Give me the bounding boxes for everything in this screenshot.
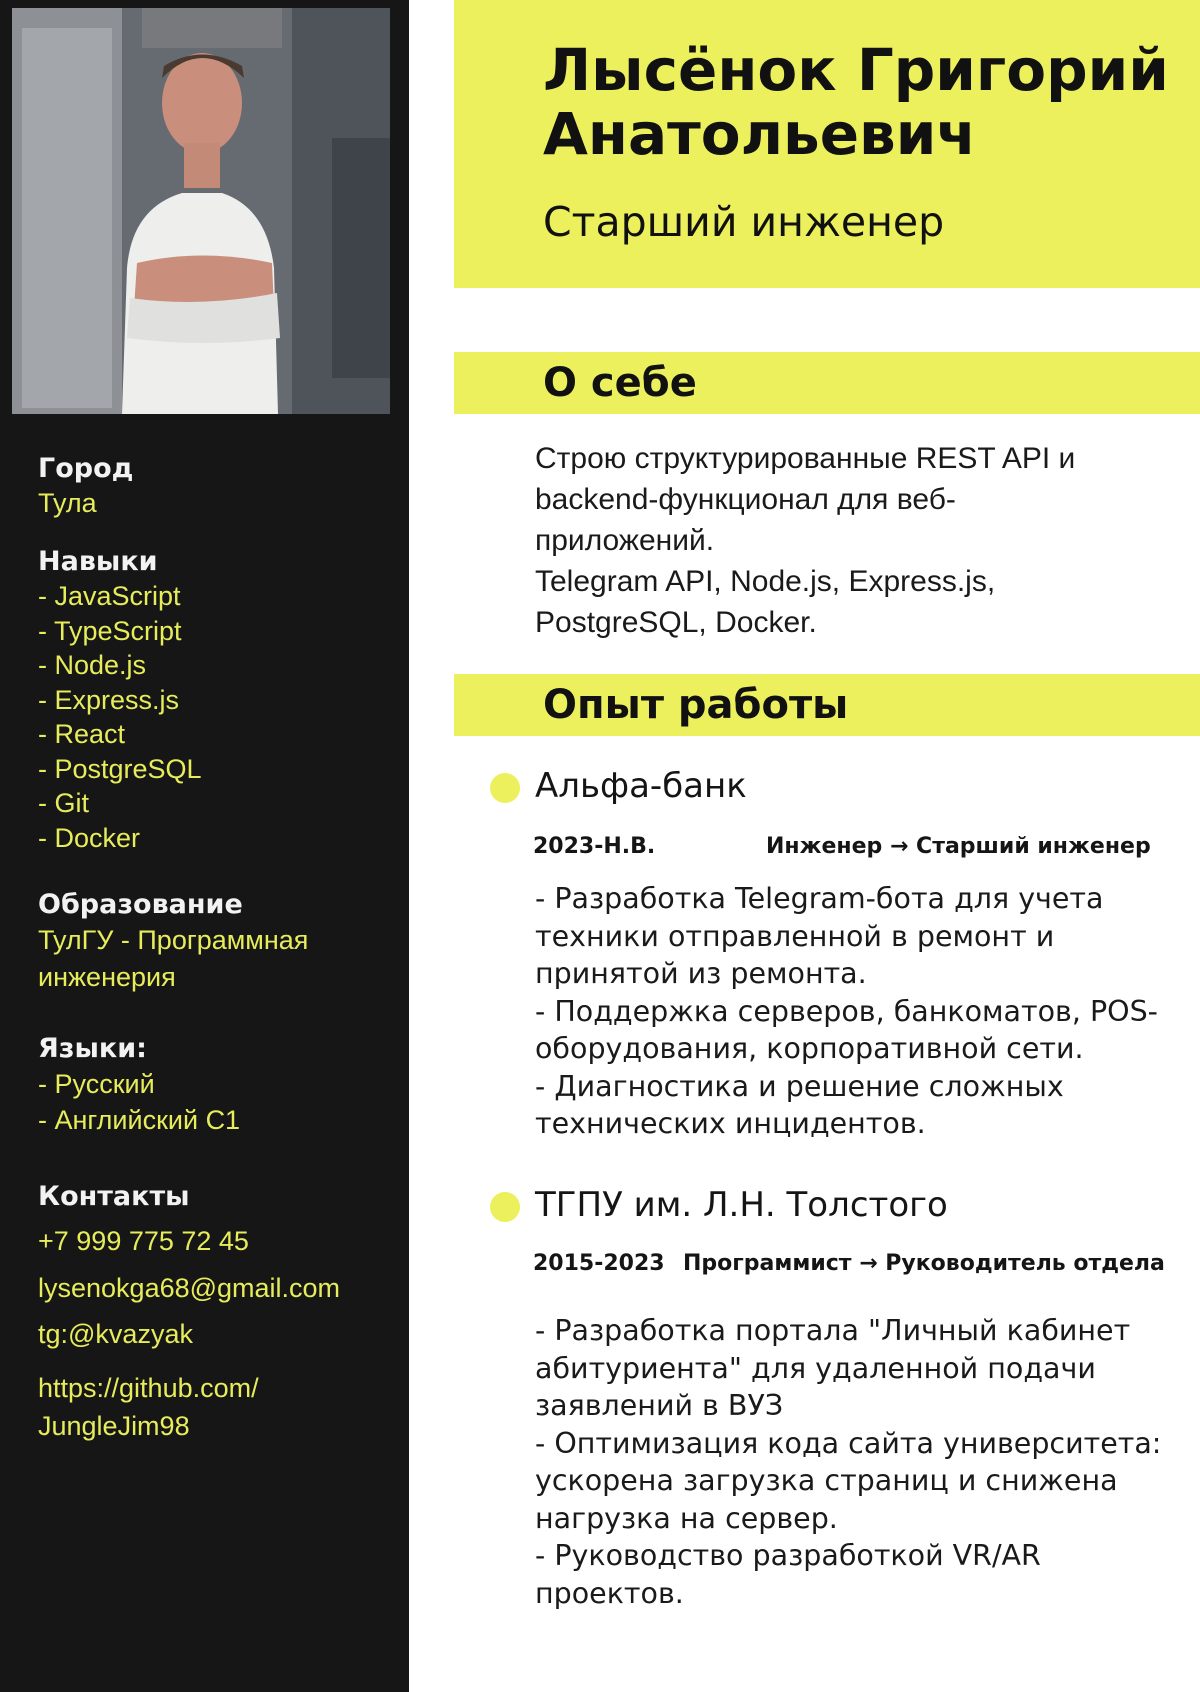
company-name: ТГПУ им. Л.Н. Толстого [535, 1185, 948, 1225]
city-value: Тула [38, 488, 97, 518]
duty-line: заявлений в ВУЗ [535, 1389, 784, 1422]
duty-line: ускорена загрузка страниц и снижена [535, 1464, 1118, 1497]
skill-item: - PostgreSQL [38, 753, 202, 784]
job-period: 2023-Н.В. [533, 834, 656, 859]
job-role: Программист → Руководитель отдела [683, 1251, 1165, 1276]
duty-line: - Разработка Telegram-бота для учета [535, 882, 1104, 915]
job-duties [535, 1312, 1185, 1612]
bullet-dot-icon [490, 773, 520, 803]
duty-line: технических инцидентов. [535, 1107, 926, 1140]
name-line: Лысёнок Григорий [543, 36, 1169, 104]
skills-list [38, 579, 202, 855]
company-name: Альфа-банк [535, 766, 747, 806]
about-heading: О себе [543, 360, 697, 406]
skill-item: - Git [38, 788, 89, 818]
skills-section [38, 545, 202, 855]
contacts-section [38, 1180, 341, 1441]
experience-heading: Опыт работы [543, 682, 849, 728]
name-line: Анатольевич [543, 100, 977, 168]
duty-line: оборудования, корпоративной сети. [535, 1032, 1084, 1065]
profile-photo [12, 8, 390, 414]
duty-line: нагрузка на сервер. [535, 1501, 838, 1535]
languages-section [38, 1032, 240, 1138]
about-heading-bar [454, 352, 1200, 414]
duty-line: - Оптимизация кода сайта университета: [535, 1426, 1162, 1460]
duty-line: техники отправленной в ремонт и [535, 919, 1055, 953]
github-link[interactable] [38, 1369, 259, 1445]
job-title: Старший инженер [543, 198, 945, 246]
bullet-dot-icon [490, 1192, 520, 1222]
city-heading: Город [38, 453, 134, 484]
duty-line: - Руководство разработкой VR/AR проектов. [535, 1539, 1041, 1610]
skill-item: - JavaScript [38, 581, 181, 611]
education-heading: Образование [38, 889, 243, 920]
about-line: PostgreSQL, Docker. [535, 606, 817, 639]
email-link[interactable]: lysenokga68@gmail.com [38, 1273, 341, 1303]
github-link-line: https://github.com/ [38, 1373, 259, 1403]
skill-item: - Docker [38, 822, 141, 853]
about-text [535, 438, 1155, 643]
skills-heading: Навыки [38, 546, 158, 577]
skill-item: - React [38, 719, 126, 749]
contacts-heading: Контакты [38, 1181, 190, 1212]
skill-item: - TypeScript [38, 615, 182, 646]
education-line: ТулГУ - Программная [38, 925, 309, 955]
telegram-link[interactable]: tg:@kvazyak [38, 1319, 193, 1349]
about-line: Строю структурированные REST API и [535, 442, 1076, 475]
skill-item: - Node.js [38, 650, 147, 680]
languages-heading: Языки: [38, 1033, 147, 1064]
duty-line: - Диагностика и решение сложных [535, 1069, 1064, 1103]
experience-heading-bar [454, 674, 1200, 736]
job-role: Инженер → Старший инженер [766, 834, 1151, 859]
github-link-line: JungleJim98 [38, 1411, 190, 1441]
about-line: приложений. [535, 524, 715, 557]
profile-photo-image [12, 8, 390, 414]
education-line: инженерия [38, 962, 176, 992]
skill-item: - Express.js [38, 684, 180, 715]
education-section [38, 888, 308, 996]
about-line: Telegram API, Node.js, Express.js, [535, 565, 996, 598]
duty-line: - Разработка портала "Личный кабинет [535, 1314, 1131, 1347]
full-name [543, 38, 1169, 166]
job-period: 2015-2023 [533, 1251, 665, 1276]
about-line: backend-функционал для веб- [535, 483, 956, 516]
city-section [38, 452, 133, 521]
duty-line: абитуриента" для удаленной подачи [535, 1351, 1096, 1385]
job-duties [535, 880, 1185, 1143]
language-item: - Русский [38, 1069, 155, 1099]
duty-line: принятой из ремонта. [535, 957, 867, 990]
phone-link[interactable]: +7 999 775 72 45 [38, 1226, 249, 1256]
duty-line: - Поддержка серверов, банкоматов, POS- [535, 994, 1158, 1028]
language-item: - Английский С1 [38, 1105, 241, 1135]
sidebar [0, 0, 409, 1692]
